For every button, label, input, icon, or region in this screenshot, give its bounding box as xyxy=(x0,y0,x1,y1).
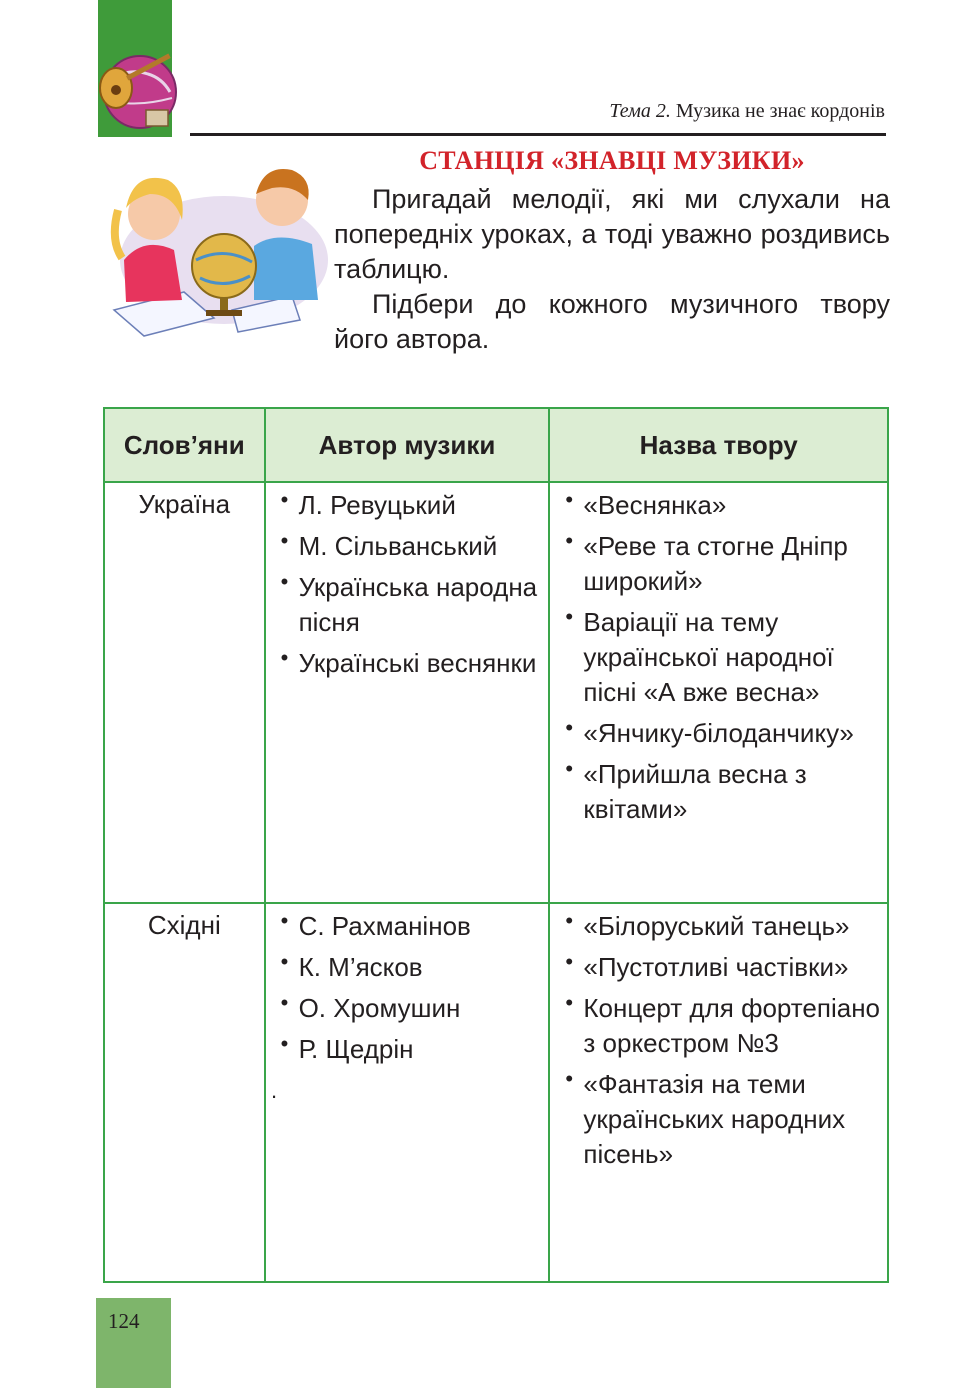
list-item: • Концерт для фортепіано з оркестром №3 xyxy=(565,991,880,1061)
header-rule xyxy=(190,133,886,136)
table-row xyxy=(104,903,888,1282)
header-slavs: Слов’яни xyxy=(104,408,265,482)
composers-table xyxy=(103,407,889,1283)
theme-label: Тема 2. xyxy=(609,100,671,122)
running-head xyxy=(609,100,885,123)
list-item: • Українські веснянки xyxy=(281,646,542,681)
theme-title: Музика не знає кордонів xyxy=(670,100,885,122)
list-item: • Л. Ревуцький xyxy=(281,488,542,523)
table-row xyxy=(104,482,888,903)
list-item: • Варіації на тему української народної пісні «А вже весна» xyxy=(565,605,880,710)
works-cell xyxy=(549,482,888,903)
works-cell xyxy=(549,903,888,1282)
list-item: • «Прийшла весна з квітами» xyxy=(565,757,880,827)
region-cell: Східні xyxy=(104,903,265,1282)
stray-dot: . xyxy=(271,1078,278,1103)
music-instruments-globe-icon xyxy=(90,48,186,134)
list-item: • О. Хромушин xyxy=(281,991,542,1026)
region-cell: Україна xyxy=(104,482,265,903)
authors-cell xyxy=(265,903,550,1282)
table-header-row xyxy=(104,408,888,482)
list-item: • Українська народна пісня xyxy=(281,570,542,640)
list-item: • «Реве та стогне Дніпр широкий» xyxy=(565,529,880,599)
authors-cell xyxy=(265,482,550,903)
page-number: 124 xyxy=(108,1309,140,1333)
list-item: • «Пустотливі частівки» xyxy=(565,950,880,985)
header-work-title: Назва твору xyxy=(549,408,888,482)
list-item: • «Веснянка» xyxy=(565,488,880,523)
list-item: • «Білоруський танець» xyxy=(565,909,880,944)
header-author: Автор музики xyxy=(265,408,550,482)
station-title: СТАНЦІЯ «ЗНАВЦІ МУЗИКИ» xyxy=(419,146,805,175)
list-item: • К. М’ясков xyxy=(281,950,542,985)
list-item: • Р. Щедрін xyxy=(281,1032,542,1067)
instruction-paragraph-2: Підбери до кожного музичного твору його автора. xyxy=(334,289,890,354)
children-with-globe-illustration xyxy=(104,150,330,338)
list-item: • С. Рахманінов xyxy=(281,909,542,944)
list-item: • М. Сільванський xyxy=(281,529,542,564)
instruction-paragraph-1: Пригадай мелодії, які ми слухали на попередніх уроках, а тоді уважно роздивись таблицю. xyxy=(334,184,890,284)
list-item: • «Фантазія на теми українських народних пісень» xyxy=(565,1067,880,1172)
list-item: • «Янчику-білоданчику» xyxy=(565,716,880,751)
